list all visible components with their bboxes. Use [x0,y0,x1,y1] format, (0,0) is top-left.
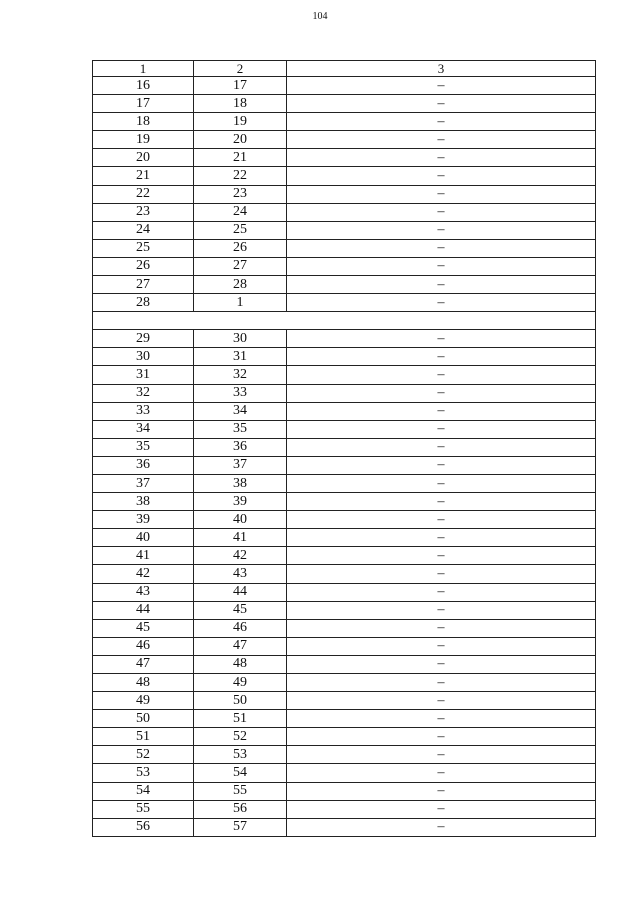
table-cell: 40 [93,529,194,547]
table-cell: 33 [93,402,194,420]
table-cell: 31 [93,366,194,384]
table-cell: – [287,149,596,167]
table-cell: 20 [194,131,287,149]
table-cell: – [287,529,596,547]
table-cell: – [287,131,596,149]
table-body [93,61,596,837]
table-cell: 54 [194,764,287,782]
table-row [93,583,596,601]
table-cell: 30 [93,348,194,366]
table-cell: 40 [194,511,287,529]
table-cell: 22 [93,185,194,203]
table-cell: 18 [93,113,194,131]
table-cell: 21 [194,149,287,167]
table-row [93,276,596,294]
table-cell: – [287,800,596,818]
table-cell: – [287,167,596,185]
table-row [93,221,596,239]
table-cell: 22 [194,167,287,185]
table-row [93,493,596,511]
table-cell: 1 [194,294,287,312]
table-cell: 54 [93,782,194,800]
table-cell: – [287,239,596,257]
table-cell: 33 [194,384,287,402]
table-row [93,728,596,746]
table-cell: 24 [93,221,194,239]
table-cell: – [287,619,596,637]
table-row [93,764,596,782]
table-cell: 52 [194,728,287,746]
table-row [93,348,596,366]
table-cell: – [287,710,596,728]
section-separator-row [93,312,596,330]
table-cell: – [287,420,596,438]
table-row [93,692,596,710]
table-cell: 37 [194,456,287,474]
table-row [93,746,596,764]
table-cell: 17 [93,95,194,113]
table-row [93,601,596,619]
table-cell: 47 [194,637,287,655]
table-row [93,420,596,438]
table-cell: 32 [194,366,287,384]
table-cell: – [287,185,596,203]
table-cell: 31 [194,348,287,366]
table-cell: 55 [93,800,194,818]
table-row [93,818,596,836]
table-cell: – [287,221,596,239]
table-row [93,113,596,131]
table-cell: – [287,294,596,312]
table-cell: 19 [194,113,287,131]
table-cell: 53 [194,746,287,764]
table-cell: 35 [93,438,194,456]
table-row [93,77,596,95]
table-cell: 27 [194,257,287,275]
table-cell: 23 [93,203,194,221]
table-row [93,529,596,547]
table-cell: 38 [93,493,194,511]
table-row [93,203,596,221]
table-cell: 42 [194,547,287,565]
table-cell: 36 [194,438,287,456]
table-cell: – [287,493,596,511]
table-cell: 56 [194,800,287,818]
table-row [93,402,596,420]
table-cell: 44 [93,601,194,619]
column-header: 2 [194,61,287,77]
table-cell: 38 [194,474,287,492]
table-cell: – [287,583,596,601]
table-cell: 20 [93,149,194,167]
table-cell: 50 [194,692,287,710]
table-cell: – [287,95,596,113]
table-cell: 45 [194,601,287,619]
table-row [93,131,596,149]
table-cell: 27 [93,276,194,294]
table-row [93,655,596,673]
table-cell: 25 [194,221,287,239]
table-row [93,547,596,565]
table-cell: – [287,746,596,764]
table-row [93,710,596,728]
table-cell: 55 [194,782,287,800]
table-cell: 43 [194,565,287,583]
table-row [93,185,596,203]
table-cell: 46 [93,637,194,655]
table-cell: – [287,402,596,420]
table-cell: 44 [194,583,287,601]
table-cell: 28 [194,276,287,294]
table-cell: – [287,276,596,294]
table-row [93,637,596,655]
table-row [93,384,596,402]
table-cell: – [287,474,596,492]
table-cell: 39 [93,511,194,529]
table-cell: 17 [194,77,287,95]
table-cell: – [287,113,596,131]
column-header: 3 [287,61,596,77]
table-cell: 41 [194,529,287,547]
table-cell: – [287,637,596,655]
table-cell: 28 [93,294,194,312]
table-cell: 23 [194,185,287,203]
table-row [93,456,596,474]
table-cell: 19 [93,131,194,149]
table-cell: 37 [93,474,194,492]
column-header: 1 [93,61,194,77]
table-row [93,257,596,275]
table-row [93,294,596,312]
table-cell: – [287,330,596,348]
table-cell: 39 [194,493,287,511]
table-cell: 52 [93,746,194,764]
table-cell: 49 [194,674,287,692]
table-cell: 29 [93,330,194,348]
table-cell: – [287,692,596,710]
table-cell: 53 [93,764,194,782]
table-cell: – [287,674,596,692]
table-cell: 57 [194,818,287,836]
table-cell: 47 [93,655,194,673]
table-cell: 56 [93,818,194,836]
table-cell: – [287,77,596,95]
page-number: 104 [312,11,328,22]
table-cell: – [287,348,596,366]
table-row [93,149,596,167]
table-cell: 43 [93,583,194,601]
data-table [92,60,596,837]
table-cell: 51 [194,710,287,728]
table-cell: – [287,565,596,583]
table-row [93,619,596,637]
table-cell: – [287,764,596,782]
table-row [93,239,596,257]
table-cell: 21 [93,167,194,185]
table-cell: – [287,655,596,673]
table-cell: 36 [93,456,194,474]
table-row [93,674,596,692]
table-cell: 34 [93,420,194,438]
table-cell: 26 [93,257,194,275]
table-cell: – [287,547,596,565]
table-cell: 26 [194,239,287,257]
table-cell: – [287,818,596,836]
table-cell: 42 [93,565,194,583]
table-cell: 32 [93,384,194,402]
table-cell: 18 [194,95,287,113]
table-header-row [93,61,596,77]
table-row [93,565,596,583]
table-cell: – [287,601,596,619]
table-cell: 24 [194,203,287,221]
table-cell: – [287,728,596,746]
table-cell: 35 [194,420,287,438]
table-row [93,782,596,800]
table-cell: 25 [93,239,194,257]
table-cell: 48 [93,674,194,692]
table-cell: – [287,366,596,384]
table-cell: 16 [93,77,194,95]
table-row [93,95,596,113]
table-cell: 48 [194,655,287,673]
table-cell: – [287,782,596,800]
table-row [93,167,596,185]
table-cell: – [287,511,596,529]
table-cell: 46 [194,619,287,637]
separator-cell [93,312,596,330]
table-cell: 45 [93,619,194,637]
table-cell: – [287,456,596,474]
table-cell: – [287,203,596,221]
table-cell: 51 [93,728,194,746]
table-row [93,511,596,529]
table-cell: 41 [93,547,194,565]
table-cell: 34 [194,402,287,420]
table-cell: – [287,384,596,402]
table-row [93,800,596,818]
table-cell: 50 [93,710,194,728]
table-row [93,438,596,456]
table-row [93,474,596,492]
table-cell: 49 [93,692,194,710]
table-cell: – [287,257,596,275]
table-row [93,366,596,384]
table-cell: 30 [194,330,287,348]
table-cell: – [287,438,596,456]
table-row [93,330,596,348]
